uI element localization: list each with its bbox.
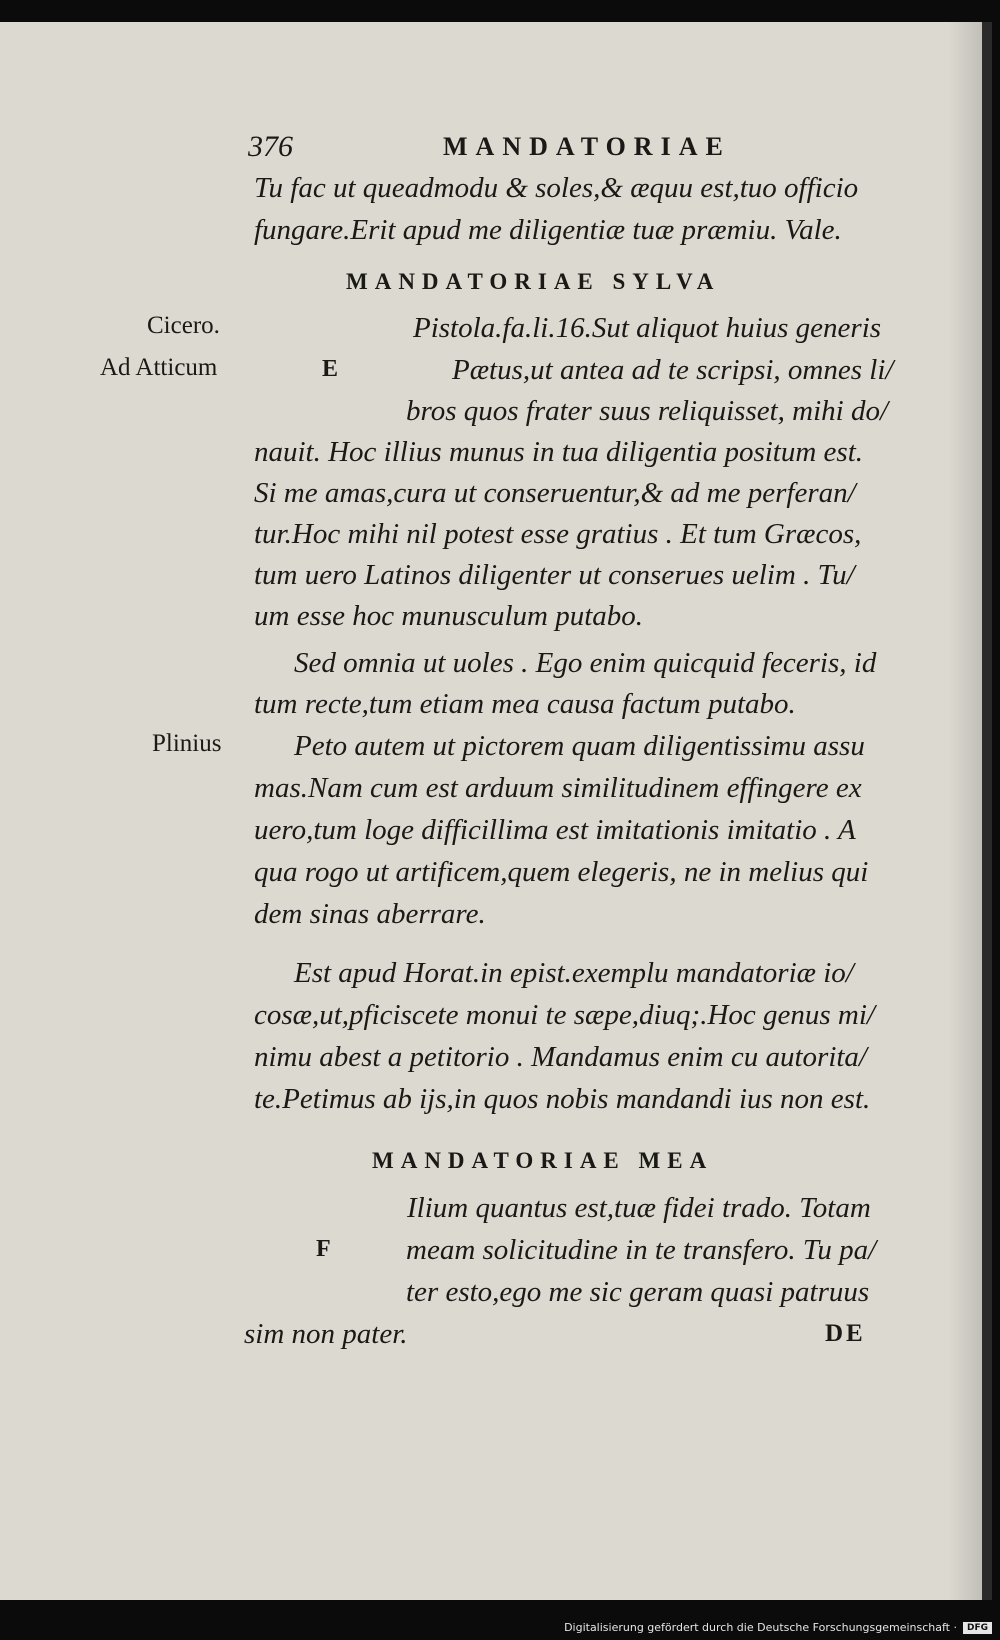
margin-note-cicero: Cicero.	[147, 312, 220, 339]
text-line: te.Petimus ab ijs,in quos nobis mandandi ius non est.	[254, 1083, 871, 1115]
text-line: nimu abest a petitorio . Mandamus enim cu autorita/	[254, 1041, 867, 1073]
text-line: cosæ,ut,pficiscete monui te sæpe,diuq;.Hoc genus mi/	[254, 999, 875, 1031]
running-title: MANDATORIAE	[443, 132, 731, 161]
section-letter-e: E	[322, 356, 339, 382]
margin-note-atticum: Ad Atticum	[100, 354, 218, 381]
text-line: Sed omnia ut uoles . Ego enim quicquid feceris, id	[294, 647, 877, 679]
text-line: um esse hoc munusculum putabo.	[254, 600, 644, 632]
text-line: Pætus,ut antea ad te scripsi, omnes li/	[452, 354, 894, 386]
text-line: uero,tum loge difficillima est imitationis imitatio . A	[254, 814, 856, 846]
text-line: mas.Nam cum est arduum similitudinem effingere ex	[254, 772, 862, 804]
margin-note-plinius: Plinius	[152, 730, 222, 757]
text-line: fungare.Erit apud me diligentiæ tuæ præmiu. Vale.	[254, 214, 842, 246]
text-line: tum uero Latinos diligenter ut conserues uelim . Tu/	[254, 559, 855, 591]
page-number: 376	[248, 130, 293, 163]
book-page	[0, 22, 992, 1600]
text-line: sim non pater.	[244, 1318, 408, 1350]
digitization-credit	[564, 1621, 992, 1634]
text-line: meam solicitudine in te transfero. Tu pa/	[406, 1234, 877, 1266]
text-line: dem sinas aberrare.	[254, 898, 486, 930]
dfg-logo: DFG	[963, 1622, 992, 1634]
text-line: Pistola.fa.li.16.Sut aliquot huius generis	[413, 312, 882, 344]
text-line: Est apud Horat.in epist.exemplu mandatoriæ io/	[294, 957, 854, 989]
text-line: Tu fac ut queadmodu & soles,& æquu est,tuo officio	[254, 172, 859, 204]
text-line: Peto autem ut pictorem quam diligentissimu assu	[294, 730, 865, 762]
footer-text: Digitalisierung gefördert durch die Deutsche Forschungsgemeinschaft ·	[564, 1621, 957, 1634]
section-heading-mea: MANDATORIAE MEA	[372, 1148, 714, 1173]
section-heading-sylva: MANDATORIAE SYLVA	[346, 269, 721, 294]
text-line: Si me amas,cura ut conseruentur,& ad me perferan/	[254, 477, 856, 509]
section-letter-f: F	[316, 1236, 331, 1262]
catchword: DE	[825, 1320, 866, 1347]
text-line: ter esto,ego me sic geram quasi patruus	[406, 1276, 870, 1308]
text-line: tum recte,tum etiam mea causa factum putabo.	[254, 688, 796, 720]
text-line: qua rogo ut artificem,quem elegeris, ne in melius qui	[254, 856, 869, 888]
text-line: bros quos frater suus reliquisset, mihi do/	[406, 395, 889, 427]
text-line: tur.Hoc mihi nil potest esse gratius . Et tum Græcos,	[254, 518, 862, 550]
text-line: nauit. Hoc illius munus in tua diligentia positum est.	[254, 436, 863, 468]
text-line: Ilium quantus est,tuæ fidei trado. Totam	[407, 1192, 871, 1224]
